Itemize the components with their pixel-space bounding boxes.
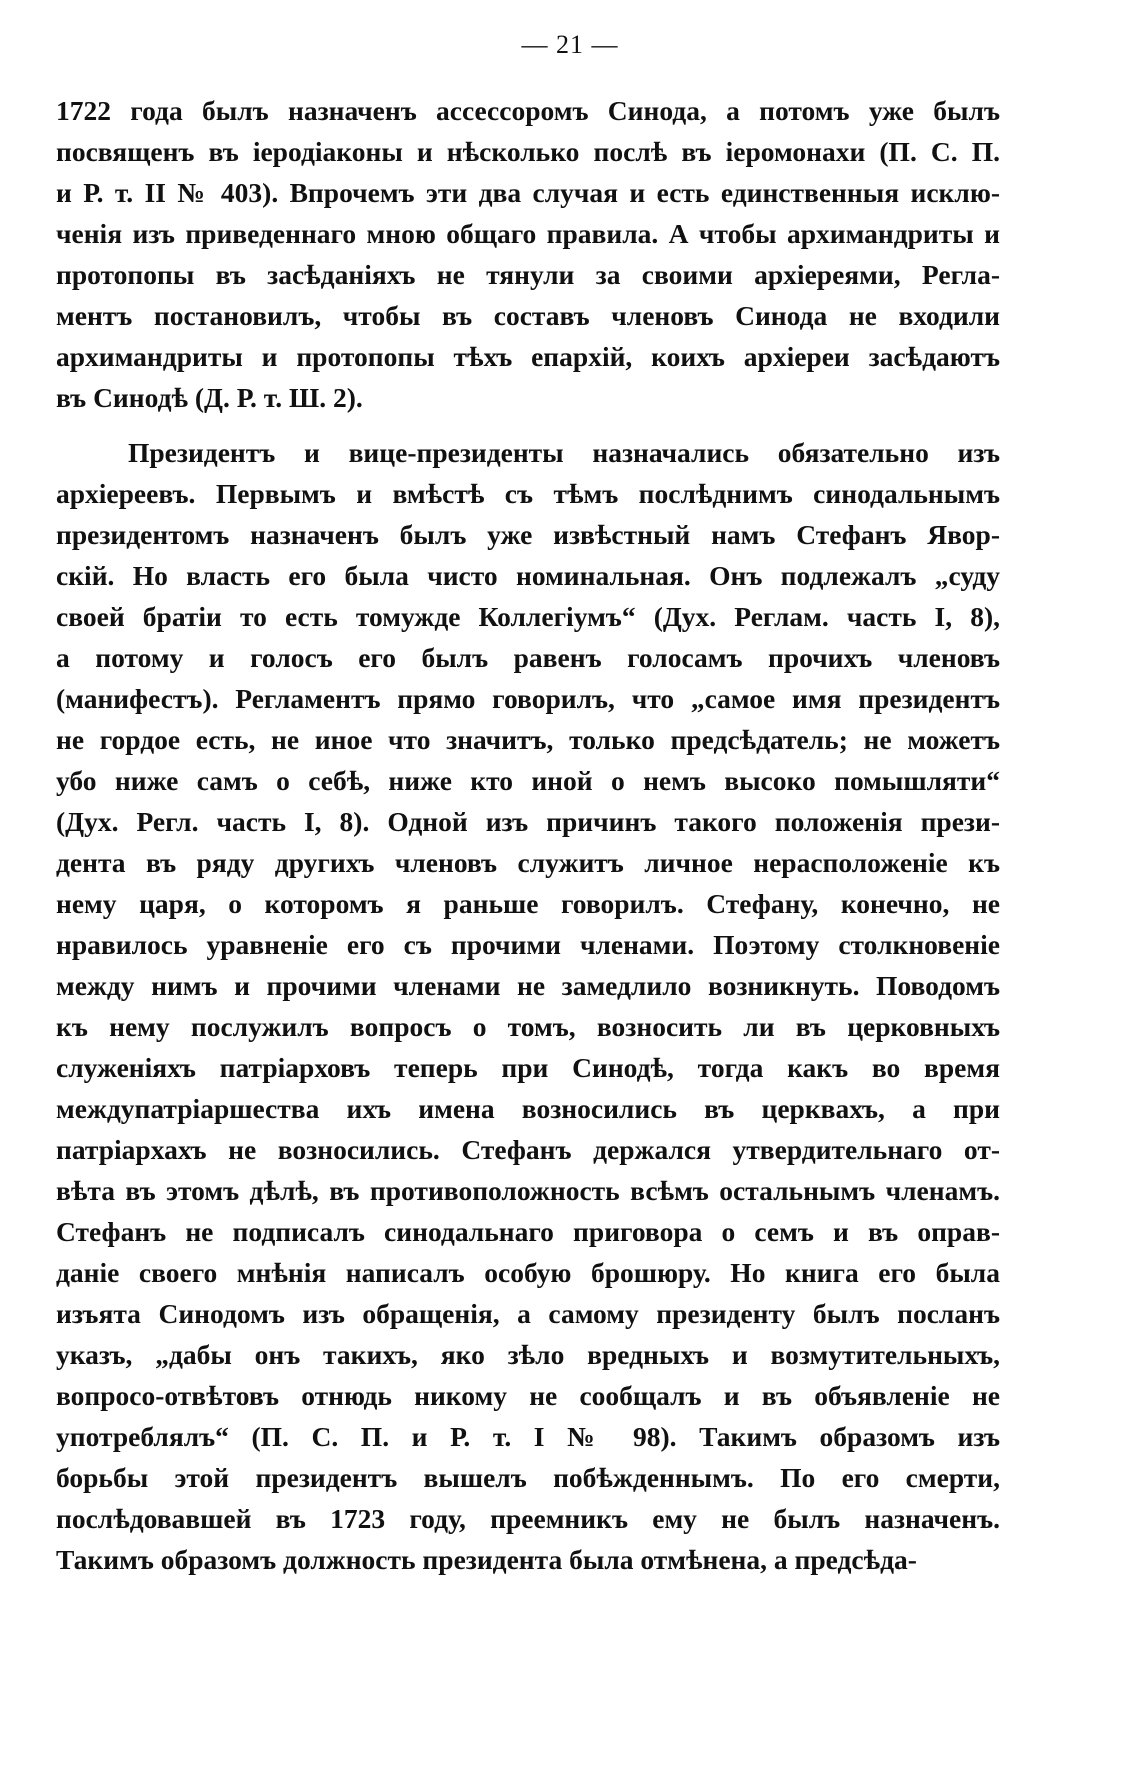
text-line: дента въ ряду другихъ членовъ служитъ личное нерасположеніе къ	[56, 847, 1000, 878]
text-line: посвященъ въ іеродіаконы и нѣсколько послѣ въ іеромонахи (П. С. П.	[56, 136, 1000, 167]
paragraph-1	[56, 90, 1000, 418]
text-line: президентомъ назначенъ былъ уже извѣстный намъ Стефанъ Явор-	[56, 519, 1000, 550]
text-line: скій. Но власть его была чисто номинальная. Онъ подлежалъ „суду	[56, 560, 1000, 591]
text-line: (Дух. Регл. часть I, 8). Одной изъ причинъ такого положенія прези-	[56, 806, 1000, 837]
text-line: изъята Синодомъ изъ обращенія, а самому президенту былъ посланъ	[56, 1298, 1000, 1329]
text-line: служеніяхъ патріарховъ теперь при Синодѣ, тогда какъ во время	[56, 1052, 1000, 1083]
text-line: Стефанъ не подписалъ синодальнаго приговора о семъ и въ оправ-	[56, 1216, 1000, 1247]
text-line: своей братіи то есть томужде Коллегіумъ“ (Дух. Реглам. часть I, 8),	[56, 601, 1000, 632]
text-line: въ Синодѣ (Д. Р. т. Ш. 2).	[56, 382, 363, 413]
paragraph-2	[56, 432, 1000, 1580]
text-line: употреблялъ“ (П. С. П. и Р. т. I № 98). Такимъ образомъ изъ	[56, 1421, 1000, 1452]
text-line: не гордое есть, не иное что значитъ, только предсѣдатель; не можетъ	[56, 724, 1000, 755]
text-line: даніе своего мнѣнія написалъ особую брошюру. Но книга его была	[56, 1257, 1000, 1288]
text-line: патріархахъ не возносились. Стефанъ держался утвердительнаго от-	[56, 1134, 1000, 1165]
text-line: ченія изъ приведеннаго мною общаго правила. А чтобы архимандриты и	[56, 218, 1000, 249]
text-line: указъ, „дабы онъ такихъ, яко зѣло вредныхъ и возмутительныхъ,	[56, 1339, 1000, 1370]
text-line: ментъ постановилъ, чтобы въ составъ членовъ Синода не входили	[56, 300, 1000, 331]
text-line: къ нему послужилъ вопросъ о томъ, возносить ли въ церковныхъ	[56, 1011, 1000, 1042]
page-number: — 21 —	[521, 30, 619, 59]
text-line: послѣдовавшей въ 1723 году, преемникъ ему не былъ назначенъ.	[56, 1503, 1000, 1534]
text-line: (манифестъ). Регламентъ прямо говорилъ, что „самое имя президентъ	[56, 683, 1000, 714]
text-line: архіереевъ. Первымъ и вмѣстѣ съ тѣмъ послѣднимъ синодальнымъ	[56, 478, 1000, 509]
text-line: вопросо-отвѣтовъ отнюдь никому не сообщалъ и въ объявленіе не	[56, 1380, 1000, 1411]
text-line: архимандриты и протопопы тѣхъ епархій, коихъ архіереи засѣдаютъ	[56, 341, 1000, 372]
text-line: Президентъ и вице-президенты назначались обязательно изъ	[128, 437, 1000, 468]
text-line: протопопы въ засѣданіяхъ не тянули за своими архіереями, Регла-	[56, 259, 1000, 290]
text-line: убо ниже самъ о себѣ, ниже кто иной о немъ высоко помышляти“	[56, 765, 1000, 796]
text-line: а потому и голосъ его былъ равенъ голосамъ прочихъ членовъ	[56, 642, 1000, 673]
text-line: и Р. т. II № 403). Впрочемъ эти два случая и есть единственныя исклю-	[56, 177, 1000, 208]
text-line: вѣта въ этомъ дѣлѣ, въ противоположность всѣмъ остальнымъ членамъ.	[56, 1175, 1000, 1206]
text-line: нему царя, о которомъ я раньше говорилъ. Стефану, конечно, не	[56, 888, 1000, 919]
text-line: нравилось уравненіе его съ прочими членами. Поэтому столкновеніе	[56, 929, 1000, 960]
text-line: 1722 года былъ назначенъ ассессоромъ Синода, а потомъ уже былъ	[56, 95, 1000, 126]
text-line: Такимъ образомъ должность президента была отмѣнена, а предсѣда-	[56, 1544, 917, 1575]
text-line: междупатріаршества ихъ имена возносились въ церквахъ, а при	[56, 1093, 1000, 1124]
text-line: борьбы этой президентъ вышелъ побѣжденнымъ. По его смерти,	[56, 1462, 1000, 1493]
text-line: между нимъ и прочими членами не замедлило возникнуть. Поводомъ	[56, 970, 1000, 1001]
